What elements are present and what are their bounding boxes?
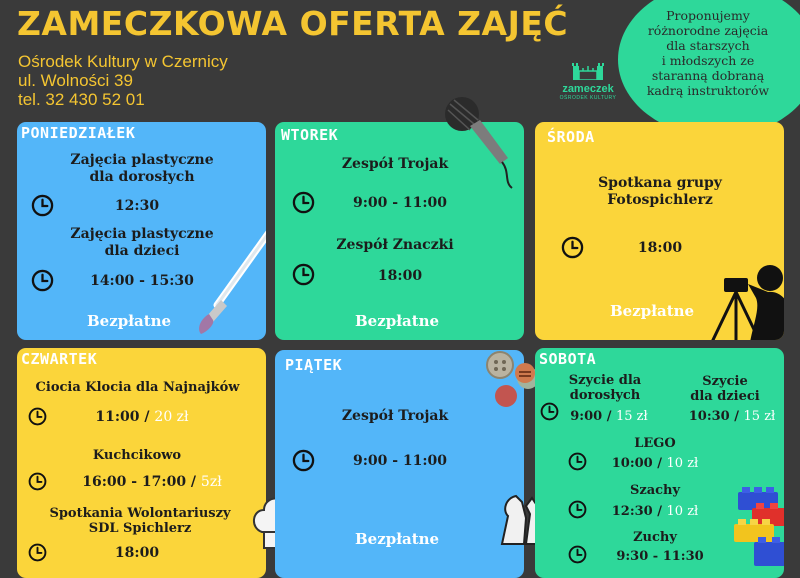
clock-icon: [28, 472, 47, 491]
clock-icon: [561, 236, 584, 259]
activity-title: Ciocia Klocia dla Najnajków: [35, 380, 240, 395]
free-label: Bezpłatne: [355, 530, 440, 548]
activity-time: 14:00 - 15:30: [90, 273, 194, 289]
clock-icon: [568, 500, 587, 519]
activity-title: Zespół Trojak: [341, 156, 449, 172]
activity-time: 12:30 / 10 zł: [611, 504, 699, 519]
clock-icon: [568, 452, 587, 471]
activity-time: 11:00 / 20 zł: [95, 409, 189, 425]
activity-title: Zajęcia plastyczne dla dorosłych: [70, 152, 214, 185]
org-name: Ośrodek Kultury w Czernicy: [18, 52, 228, 71]
bubble-line: kadrą instruktorów: [646, 83, 770, 98]
lego-bricks-icon: [730, 478, 784, 566]
castle-icon: [571, 62, 605, 80]
bubble-line: Proponujemy: [666, 8, 750, 23]
clock-icon: [28, 407, 47, 426]
price: 15 zł: [616, 409, 648, 424]
activity-time: 9:00 / 15 zł: [570, 409, 648, 424]
activity-time: 18:00: [637, 240, 683, 256]
clock-icon: [31, 194, 54, 217]
org-phone: tel. 32 430 52 01: [18, 90, 145, 109]
info-bubble-text: [634, 8, 782, 98]
activity-time: 18:00: [114, 545, 160, 561]
logo-sub: OŚRODEK KULTURY: [559, 95, 617, 101]
logo-name: zameczek: [562, 83, 614, 95]
activity-title: Spotkana grupy Fotospichlerz: [598, 175, 722, 208]
activity-title: Spotkania Wolontariuszy SDL Spichlerz: [49, 506, 231, 536]
activity-time: 9:30 - 11:30: [616, 549, 704, 564]
card-wednesday: [535, 122, 784, 340]
price: 5zł: [200, 474, 222, 490]
price: 10 zł: [666, 504, 699, 519]
day-name: ŚRODA: [547, 128, 595, 146]
clock-icon: [31, 269, 54, 292]
price: 20 zł: [154, 409, 189, 425]
free-label: Bezpłatne: [87, 312, 172, 330]
microphone-icon: [440, 92, 520, 192]
bubble-line: staranną dobraną: [651, 68, 765, 83]
free-label: Bezpłatne: [610, 302, 695, 320]
clock-icon: [292, 449, 315, 472]
clock-icon: [292, 263, 315, 286]
card-saturday: [535, 348, 784, 578]
day-name: WTOREK: [281, 126, 339, 144]
clock-icon: [540, 402, 559, 421]
activity-title: Szycie dla dzieci: [690, 374, 760, 404]
day-name: PONIEDZIAŁEK: [21, 124, 136, 142]
day-name: CZWARTEK: [21, 350, 98, 368]
activity-title: Zespół Trojak: [341, 408, 449, 424]
free-label: Bezpłatne: [355, 312, 440, 330]
activity-title: Zespół Znaczki: [336, 237, 454, 253]
card-thursday: [17, 348, 266, 578]
activity-title: Szycie dla dorosłych: [568, 373, 642, 403]
clock-icon: [28, 543, 47, 562]
bubble-line: różnorodne zajęcia: [647, 23, 769, 38]
photographer-icon: [710, 262, 784, 340]
price: 10 zł: [666, 456, 699, 471]
day-name: PIĄTEK: [285, 356, 343, 374]
activity-title: Zajęcia plastyczne dla dzieci: [70, 226, 214, 259]
page-title: ZAMECZKOWA OFERTA ZAJĘĆ: [17, 4, 569, 43]
price: 15 zł: [743, 409, 776, 424]
logo: [553, 62, 623, 101]
activity-time: 12:30: [114, 198, 160, 214]
activity-time: 9:00 - 11:00: [352, 195, 448, 211]
org-address: ul. Wolności 39: [18, 71, 133, 90]
activity-time: 16:00 - 17:00 / 5zł: [82, 474, 222, 490]
day-name: SOBOTA: [539, 350, 597, 368]
activity-time: 18:00: [377, 268, 423, 284]
activity-title: Kuchcikowo: [92, 448, 182, 463]
paintbrush-icon: [187, 220, 266, 335]
org-info: [18, 52, 228, 109]
activity-title: LEGO: [634, 436, 676, 451]
bubble-line: dla starszych: [666, 38, 750, 53]
clock-icon: [568, 545, 587, 564]
bubble-line: i młodszych ze: [661, 53, 755, 68]
card-monday: [17, 122, 266, 340]
activity-time: 10:00 / 10 zł: [611, 456, 699, 471]
activity-title: Szachy: [629, 483, 681, 498]
clock-icon: [292, 191, 315, 214]
activity-time: 9:00 - 11:00: [352, 453, 448, 469]
activity-time: 10:30 / 15 zł: [688, 409, 776, 424]
activity-title: Zuchy: [633, 530, 677, 545]
